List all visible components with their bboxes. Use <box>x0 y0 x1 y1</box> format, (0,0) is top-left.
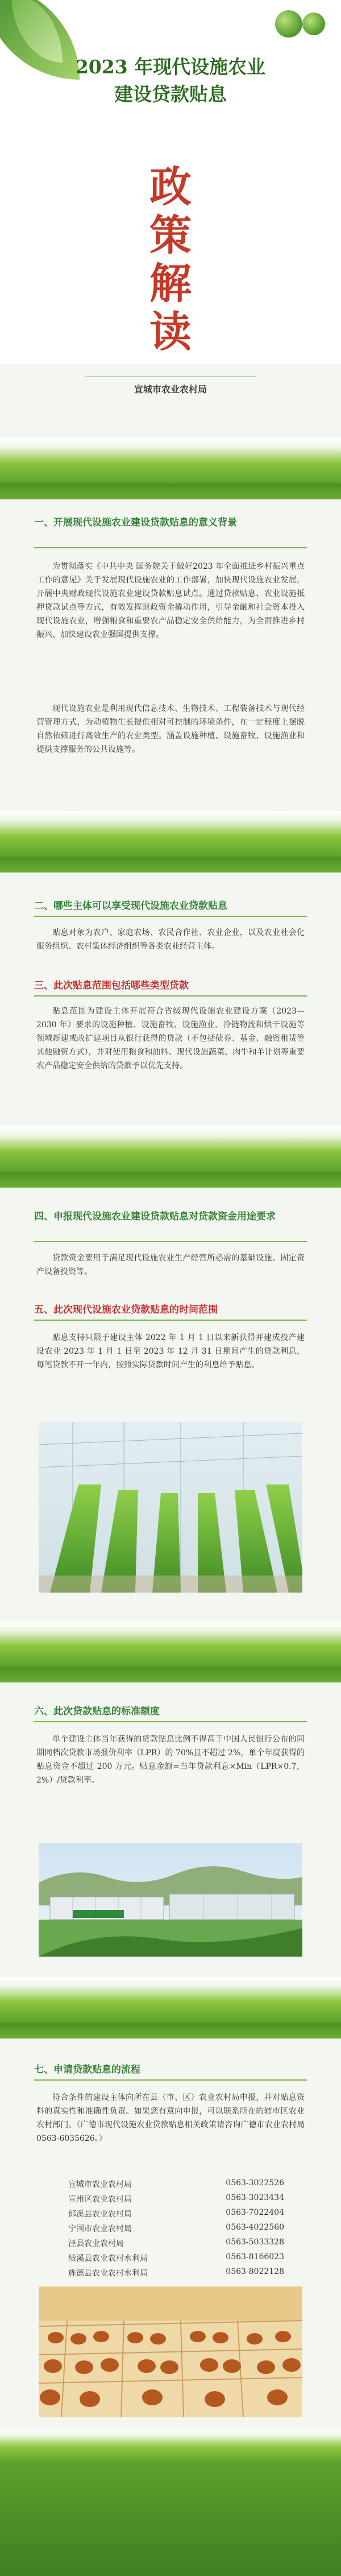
divider <box>34 916 307 917</box>
green-band <box>0 1621 341 1667</box>
policy-char: 读 <box>149 308 192 357</box>
contact-row <box>68 2252 284 2266</box>
contact-name: 郎溪县农业农村局 <box>68 2210 132 2219</box>
green-band <box>0 2023 341 2039</box>
section-paragraph: 单个建设主体当年获得的贷款贴息比例不得高于中国人民银行公布的同期同档次贷款市场报价利率（LPR）的 70%且不超过 2%，单个年度获得的贴息资金不超过 200 万元。贴息金额=当年贷款利息×Min（LPR×0.7，2%）/贷款利率。 <box>36 1735 305 1785</box>
divider <box>34 547 307 548</box>
section-heading: 三、此次贴息范围包括哪些类型贷款 <box>34 980 189 991</box>
section-heading: 七、申请贷款贴息的流程 <box>34 2064 140 2075</box>
footer-band <box>0 2463 341 2576</box>
contact-name: 泾县农业农村局 <box>68 2239 124 2248</box>
contact-row <box>68 2208 284 2222</box>
divider <box>34 1320 307 1321</box>
contact-phone[interactable]: 0563-8022128 <box>226 2267 284 2276</box>
section-paragraph: 贴息支持只限于建设主体 2022 年 1 月 1 日以来新获得并建成投产建设农业 2023 年 1 月 1 日至 2023 年 12 月 31 日期间产生的贷款利息，每笔贷款不开一年内，按照实际贷款时间产生的利息给予贴息。 <box>36 1333 305 1370</box>
section-heading: 六、此次贷款贴息的标准额度 <box>34 1706 160 1717</box>
cover <box>0 0 341 364</box>
section-paragraph: 符合条件的建设主体向所在县（市、区）农业农村局申报，并对贴息资料的真实性和准确性负责。如果您有意向申报，可以联系所在的辖市区农业农村部门。（广德市现代设施农业贷款贴息相关政策请咨询广德市农业农村局 0563-6035626。） <box>36 2093 305 2143</box>
contact-phone[interactable]: 0563-4022560 <box>226 2223 284 2232</box>
section-paragraph: 现代设施农业是利用现代信息技术、生物技术、工程装备技术与现代经营管理方式，为动植物生长提供相对可控制的环境条件，在一定程度上摆脱自然依赖进行高效生产的农业类型。涵盖设施种植、设施畜牧、设施渔业和提供支撑服务的公共设施等。 <box>36 704 305 754</box>
cover-title-line2: 建设贷款贴息 <box>114 83 227 105</box>
contact-phone[interactable]: 0563-8166023 <box>226 2252 284 2261</box>
cover-title-line1: 2023 年现代设施农业 <box>75 56 266 78</box>
contact-phone[interactable]: 0563-7022404 <box>226 2208 284 2217</box>
green-band <box>0 857 341 873</box>
divider <box>34 1721 307 1722</box>
green-band <box>0 1667 341 1682</box>
green-band <box>0 2429 341 2463</box>
section-heading: 二、哪些主体可以享受现代设施农业贷款贴息 <box>34 900 227 912</box>
contact-phone[interactable]: 0563-3022526 <box>226 2178 284 2188</box>
section-paragraph: 贴息范围为建设主体开展符合省级现代设施农业建设方案（2023—2030 年）要求的设施种植、设施畜牧、设施渔业、冷链物流和烘干设施等领域新建或改扩建项目从银行获得的贷款（不包括债券、基金、融资租赁等其他融资方式），并对使用粮食和油料、现代设施蔬菜、肉牛和羊计划等重要农产品稳定安全供给的贷款予以优先支持。 <box>36 1007 305 1070</box>
contact-row <box>68 2193 284 2207</box>
facility-photo <box>39 1843 302 1957</box>
section-paragraph: 贴息对象为农户、家庭农场、农民合作社、农业企业，以及农业社会化服务组织、农村集体经济组织等各类农业经营主体。 <box>36 928 305 951</box>
policy-char: 解 <box>149 259 192 308</box>
contact-name: 旌德县农业农村水利局 <box>68 2269 148 2278</box>
contact-name: 宣城市农业农村局 <box>68 2180 132 2189</box>
section-paragraph: 为贯彻落实《中共中央 国务院关于做好2023 年全面推进乡村振兴重点工作的意见》关于发展现代设施农业的工作部署，加快现代设施农业发展，开展中央财政现代设施农业建设贷款贴息试点。通过贷款贴息、农业设施抵押贷款试点等方式，有效发挥财政资金撬动作用，引导金融和社会资本投入现代设施农业，增强粮食和重要农产品稳定安全供给能力，为全面推进乡村振兴、加快建设农业强国提供支撑。 <box>36 562 305 639</box>
contact-phone[interactable]: 0563-3023434 <box>226 2193 284 2202</box>
green-band <box>0 483 341 499</box>
publisher: 宣城市农业农村局 <box>134 384 207 395</box>
policy-char: 策 <box>149 211 192 260</box>
green-band <box>0 438 341 483</box>
contact-row <box>68 2178 284 2192</box>
divider <box>34 2079 307 2081</box>
section-heading: 五、此次现代设施农业贷款贴息的时间范围 <box>34 1304 218 1316</box>
divider <box>34 995 307 997</box>
green-band <box>0 1977 341 2023</box>
section-paragraph: 贷款资金要用于满足现代设施农业生产经营所必需的基础设施、固定资产设备投资等。 <box>36 1254 305 1276</box>
contact-row <box>68 2223 284 2236</box>
contact-name: 绩溪县农业农村水利局 <box>68 2254 148 2263</box>
contact-phone[interactable]: 0563-5033328 <box>226 2238 284 2247</box>
green-band <box>0 811 341 857</box>
logo-icon <box>275 10 302 38</box>
green-band <box>0 1126 341 1172</box>
policy-char: 政 <box>149 163 192 212</box>
livestock-photo <box>39 2286 302 2417</box>
logo-icon <box>302 13 325 35</box>
contact-row <box>68 2267 284 2281</box>
section-heading: 四、申报现代设施农业建设贷款贴息对贷款资金用途要求 <box>34 1211 276 1222</box>
divider <box>34 1241 307 1242</box>
contact-name: 宣州区农业农村局 <box>68 2195 132 2204</box>
green-band <box>0 1172 341 1188</box>
section-heading: 一、开展现代设施农业建设贷款贴息的意义背景 <box>34 517 237 528</box>
contact-name: 宁国市农业农村局 <box>68 2224 132 2234</box>
contact-row <box>68 2238 284 2251</box>
greenhouse-photo <box>39 1422 302 1593</box>
